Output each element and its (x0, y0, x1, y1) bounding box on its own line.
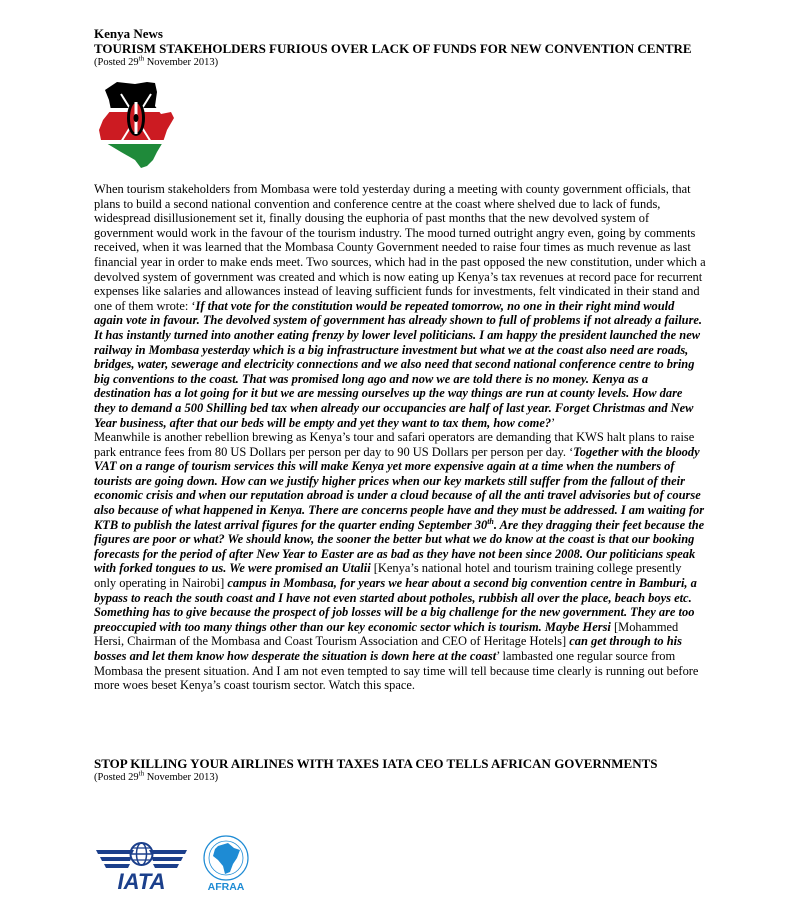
article-body (94, 182, 706, 693)
airline-logos (94, 832, 294, 898)
second-article-headline: STOP KILLING YOUR AIRLINES WITH TAXES IATA CEO TELLS AFRICAN GOVERNMENTS (94, 756, 658, 771)
article-headline: TOURISM STAKEHOLDERS FURIOUS OVER LACK OF FUNDS FOR NEW CONVENTION CENTRE (94, 41, 692, 56)
paragraph-1: When tourism stakeholders from Mombasa were told yesterday during a meeting with county government officials, that plans to build a second national convention and conference centre at the coast where shelved due to lack of funds, widespread disillusionement set it, finally dousing the euphoria of past months that the new devolved system of government would work in the favour of the tourism industry. The mood turned outright angry even, going by comments received, when it was learned that the Mombasa County Government needed to raise four times as much revenue as last financial year in order to make ends meet. Two sources, which had in the past opposed the new constitution, under which a devolved system of government was created and which is now eating up Kenya’s tax revenues at record pace for recurrent expenses like salaries and allowances instead of leaving sufficient funds for investments, felt vindicated in their stand and one of them wrote: ‘If that vote for the constitution would be repeated tomorrow, no one in their right mind would again vote in favour. The devolved system of government has already shown to full of problems if not already a failure. It has instantly turned into another eating frenzy by lower level politicians. I am happy the president launched the new railway in Mombasa yesterday which is a big infrastructure investment but what we at the coast also need are roads, bridges, water, sewerage and electricity connections and we also need that second national conference centre to bring big conventions to the coast. That was promised long ago and now we are told there is no money. Kenya as a destination has a lot going for it but we are messing ourselves up the way things are run at county levels. How dare they to demand a 500 Shilling bed tax when already our occupancies are half of last year. Forget Christmas and New Year business, after that our beds will be empty and yet they want to tax them, how come?’ (94, 182, 706, 430)
posted-date: (Posted 29th November 2013) (94, 54, 219, 68)
iata-logo-icon (96, 843, 187, 894)
afraa-wordmark: AFRAA (207, 881, 245, 893)
kenya-map-flag-icon (95, 80, 175, 170)
second-posted-date: (Posted 29th November 2013) (94, 769, 219, 783)
document-page (94, 26, 706, 894)
paragraph-2: Meanwhile is another rebellion brewing as Kenya’s tour and safari operators are demanding that KWS halt plans to raise park entrance fees from 80 US Dollars per person per day to 90 US Dollars per person per day. ‘Together with the bloody VAT on a range of tourism services this will make Kenya yet more expensive again at a time when the numbers of tourists are going down. How can we justify higher prices when our key markets still suffer from the fallout of their economic crisis and when our reputation abroad is under a cloud because of all the anti travel advisories but of course also because of what happened in Kenya. There are concerns people have and they must be addressed. I am waiting for KTB to publish the latest arrival figures for the quarter ending September 30th. Are they dragging their feet because the figures are poor or what? We should know, the sooner the better but what we do know at the coast is that our booking forecasts for the period of after New Year to Easter are as bad as they have not been since 2008. Our politicians speak with forked tongues to us. We were promised an Utalii [Kenya’s national hotel and tourism training college presently only operating in Nairobi] campus in Mombasa, for years we hear about a second big convention centre in Bamburi, a bypass to reach the south coast and I have not even started about potholes, rubbish all over the place, beach boys etc. Something has to give because the prospect of job losses will be a big challenge for the new government. They are too preoccupied with too many things other than our key economic sector which is tourism. Maybe Hersi [Mohammed Hersi, Chairman of the Mombasa and Coast Tourism Association and CEO of Heritage Hotels] can get through to his bosses and let them know how desperate the situation is down here at the coast’ lambasted one regular source from Mombasa the present situation. And I am not even tempted to say time will tell because time clearly is running out before more woes beset Kenya’s coast tourism sector. Watch this space. (94, 430, 705, 693)
afraa-logo-icon (204, 836, 248, 893)
second-article-header (94, 756, 706, 784)
section-label: Kenya News (94, 26, 163, 41)
iata-wordmark: IATA (117, 869, 166, 894)
